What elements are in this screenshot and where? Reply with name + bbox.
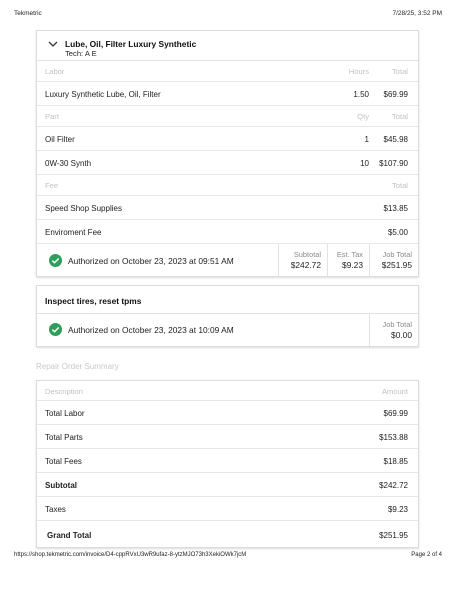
fee-header-label: Fee: [45, 181, 59, 190]
summary-amount: $242.72: [379, 481, 408, 490]
hours-header-label: Hours: [348, 67, 369, 76]
tax-cell: [327, 244, 369, 276]
print-header-title: Tekmetric: [14, 10, 42, 17]
labor-name: Luxury Synthetic Lube, Oil, Filter: [45, 90, 161, 99]
authorization-row: [37, 314, 418, 346]
labor-total-header-label: Total: [391, 67, 408, 76]
qty-header-label: Qty: [357, 112, 369, 121]
summary-row-total-labor: [37, 401, 418, 425]
chevron-down-icon[interactable]: [47, 38, 59, 50]
summary-label: Total Labor: [45, 409, 85, 418]
check-circle-icon: [49, 254, 62, 267]
part-qty: 10: [360, 159, 369, 168]
authorization-row: [37, 244, 418, 276]
labor-total: $69.99: [383, 90, 408, 99]
authorization-text: Authorized on October 23, 2023 at 09:51 AM: [68, 256, 234, 266]
part-name: 0W-30 Synth: [45, 159, 92, 168]
summary-row-grand-total: [37, 521, 418, 547]
description-header-label: Description: [45, 387, 83, 396]
fee-total: $5.00: [387, 228, 408, 237]
tax-value: $9.23: [342, 260, 363, 270]
summary-row-total-fees: [37, 449, 418, 473]
summary-label: Grand Total: [47, 531, 92, 540]
print-header-timestamp: 7/28/25, 3:52 PM: [392, 10, 442, 17]
part-row: [37, 127, 418, 151]
page-url: https://shop.tekmetric.com/invoice/D4-cppRVxU3wR9ufaz-8-ytzMJO73h3XekiOWk7jcM: [14, 552, 247, 558]
summary-label: Total Parts: [45, 433, 83, 442]
subtotal-cell: [278, 244, 327, 276]
job-card-inspect-tires: [36, 285, 419, 347]
job-title: Inspect tires, reset tpms: [45, 296, 142, 306]
labor-header-row: [37, 61, 418, 82]
part-header-label: Part: [45, 112, 59, 121]
fee-name: Enviroment Fee: [45, 228, 102, 237]
summary-header-row: [37, 381, 418, 401]
job-title: Lube, Oil, Filter Luxury Synthetic: [65, 39, 197, 49]
print-footer: [14, 552, 442, 562]
job-card-lube-oil-filter: [36, 30, 419, 277]
summary-row-subtotal: [37, 473, 418, 497]
summary-label: Total Fees: [45, 457, 82, 466]
job-total-cell: [369, 314, 418, 346]
part-name: Oil Filter: [45, 135, 75, 144]
authorization-text: Authorized on October 23, 2023 at 10:09 AM: [68, 325, 234, 335]
fee-row: [37, 220, 418, 244]
job-tech: Tech: A E: [65, 49, 97, 58]
fee-header-row: [37, 175, 418, 196]
fee-row: [37, 196, 418, 220]
job-total-value: $251.95: [381, 260, 412, 270]
amount-header-label: Amount: [381, 387, 408, 396]
fee-name: Speed Shop Supplies: [45, 204, 122, 213]
tax-label: Est. Tax: [336, 250, 363, 259]
job-total-value: $0.00: [391, 330, 412, 340]
part-total: $107.90: [379, 159, 408, 168]
part-row: [37, 151, 418, 175]
repair-order-summary: [36, 380, 419, 548]
job-total-label: Job Total: [382, 250, 412, 259]
job-total-cell: [369, 244, 418, 276]
summary-row-taxes: [37, 497, 418, 521]
summary-row-total-parts: [37, 425, 418, 449]
part-total: $45.98: [383, 135, 408, 144]
summary-amount: $153.88: [379, 433, 408, 442]
fee-total-header-label: Total: [391, 181, 408, 190]
part-total-header-label: Total: [391, 112, 408, 121]
part-header-row: [37, 106, 418, 127]
summary-section-title: Repair Order Summary: [36, 362, 119, 371]
summary-label: Taxes: [45, 505, 66, 514]
page-number: Page 2 of 4: [411, 552, 442, 558]
job-header: [37, 286, 418, 314]
summary-label: Subtotal: [45, 481, 77, 490]
job-total-label: Job Total: [382, 320, 412, 329]
subtotal-value: $242.72: [290, 260, 321, 270]
labor-header-label: Labor: [45, 67, 65, 76]
fee-total: $13.85: [383, 204, 408, 213]
print-header: [14, 10, 442, 20]
summary-amount: $18.85: [383, 457, 408, 466]
check-circle-icon: [49, 323, 62, 336]
part-qty: 1: [364, 135, 369, 144]
labor-row: [37, 82, 418, 106]
labor-hours: 1.50: [353, 90, 369, 99]
summary-amount: $9.23: [387, 505, 408, 514]
job-header: [37, 31, 418, 61]
summary-amount: $251.95: [379, 531, 408, 540]
subtotal-label: Subtotal: [293, 250, 321, 259]
summary-amount: $69.99: [383, 409, 408, 418]
